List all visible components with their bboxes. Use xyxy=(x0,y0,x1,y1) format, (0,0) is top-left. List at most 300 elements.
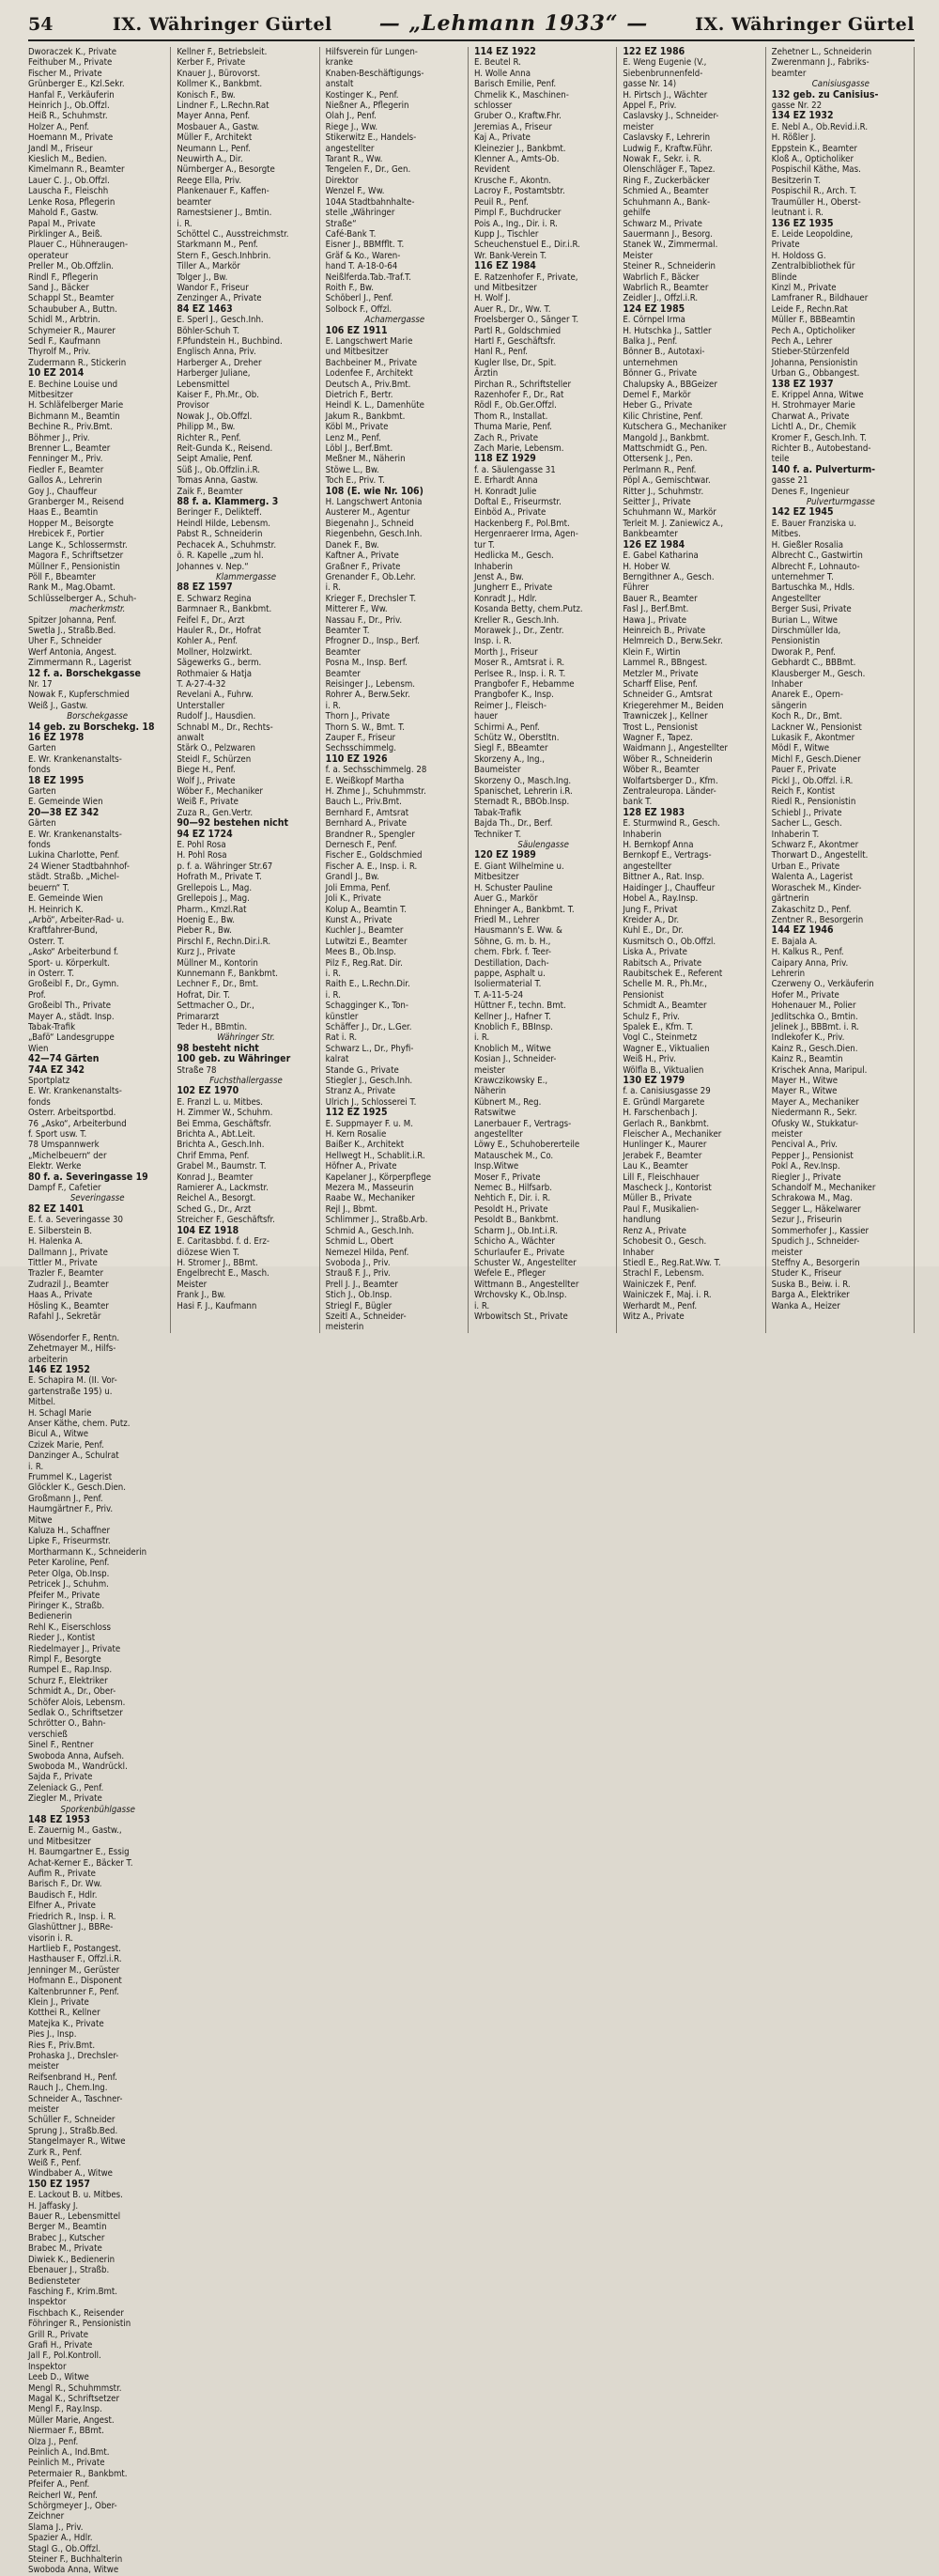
directory-entry: Bediensteter xyxy=(28,2275,81,2287)
directory-entry: Inhaber xyxy=(771,678,803,690)
directory-entry: Friedrich R., Insp. i. R. xyxy=(28,1911,116,1922)
directory-entry: Grabel M., Baumstr. T. xyxy=(177,1161,267,1172)
directory-entry: Leide F., Rechn.Rat xyxy=(771,303,848,315)
directory-entry: Ottersenk J., Pen. xyxy=(623,454,693,465)
directory-entry: Chalupsky A., BBGeizer xyxy=(623,379,717,390)
directory-entry: Ärztin xyxy=(473,368,499,380)
directory-entry: Fiedler F., Beamter xyxy=(28,464,104,475)
directory-entry: Wagner F., Tapez. xyxy=(623,733,693,743)
directory-entry: Strachl F., Lebensm. xyxy=(623,1268,704,1280)
directory-entry: meister xyxy=(28,2061,59,2072)
directory-entry: H. Schuster Pauline xyxy=(473,882,553,893)
directory-entry: Primararzt xyxy=(177,1011,220,1022)
directory-column-3 xyxy=(326,47,469,1333)
directory-entry: Rimpl F., Besorgte xyxy=(28,1653,101,1665)
directory-entry: unternehmen xyxy=(623,357,678,368)
directory-entry: unternehmer T. xyxy=(771,571,834,582)
directory-entry: p. f. a. Währinger Str.67 xyxy=(177,861,273,872)
directory-entry: Heiß R., Schuhmstr. xyxy=(28,111,108,122)
directory-entry: Haas E., Beamtin xyxy=(28,507,99,519)
directory-entry: E. Wr. Krankenanstalts- xyxy=(28,829,122,840)
directory-entry: Sand J., Bäcker xyxy=(28,282,89,293)
directory-entry: Hellwegt H., Schablit.i.R. xyxy=(325,1150,425,1161)
directory-entry: Lammel R., BBngest. xyxy=(623,658,708,669)
directory-entry: H. Halenka A. xyxy=(28,1236,84,1248)
directory-entry: 136 EZ 1935 xyxy=(771,217,834,229)
directory-entry: Chmelik K., Maschinen- xyxy=(473,89,569,101)
directory-entry: E. Caritasbbd. f. d. Erz- xyxy=(177,1236,270,1248)
directory-entry: Rafahl J., Sekretär xyxy=(28,1311,101,1322)
directory-entry: Hunlinger K., Maurer xyxy=(623,1140,707,1151)
directory-entry: Wabrlich F., Bäcker xyxy=(623,272,700,283)
directory-entry: E. Wr. Krankenanstalts- xyxy=(28,753,122,765)
directory-entry: Jandl M., Friseur xyxy=(28,143,93,154)
directory-entry: angestellter xyxy=(325,143,375,154)
directory-entry: gärtnerin xyxy=(771,893,809,905)
directory-entry: Achamergasse xyxy=(364,315,425,326)
directory-entry: Müllner F., Pensionistin xyxy=(28,561,120,572)
directory-entry: Albrecht C., Gastwirtin xyxy=(771,551,863,562)
directory-entry: Kollmer K., Bankbmt. xyxy=(177,79,263,90)
directory-entry: Kuhl E., Dr., Dr. xyxy=(623,925,684,937)
directory-entry: Schmied A., Beamter xyxy=(623,186,709,197)
directory-entry: arbeiterin xyxy=(28,1354,69,1365)
directory-entry: Siegl F., BBeamter xyxy=(473,743,548,754)
directory-entry: Pensionist xyxy=(623,989,664,1001)
directory-entry: 118 EZ 1929 xyxy=(473,453,536,465)
directory-entry: Mortharmann K., Schneiderin xyxy=(28,1546,147,1558)
directory-entry: tur T. xyxy=(473,539,495,551)
directory-entry: Baumeister xyxy=(473,765,521,776)
directory-entry: F.Pfundstein H., Buchbind. xyxy=(177,335,283,347)
directory-entry: Bedienerin xyxy=(28,1611,72,1622)
directory-entry: gehilfe xyxy=(623,208,651,219)
directory-entry: 88 f. a. Klammerg. 3 xyxy=(177,496,279,508)
directory-entry: Bauer R., Lebensmittel xyxy=(28,2211,121,2223)
directory-entry: Osterr. Arbeitsportbd. xyxy=(28,1108,116,1119)
directory-entry: Pencival A., Priv. xyxy=(771,1140,839,1151)
directory-entry: stelle „Währinger xyxy=(325,208,395,219)
directory-entry: Pharm., Kmzl.Rat xyxy=(177,904,247,915)
directory-entry: Fischbach K., Reisender xyxy=(28,2307,124,2319)
directory-entry: Stern F., Gesch.Inhbrin. xyxy=(177,250,271,261)
directory-entry: Pöpl A., Gemischtwar. xyxy=(623,475,711,487)
directory-entry: 114 EZ 1922 xyxy=(473,46,536,57)
directory-entry: Nassau F., Dr., Priv. xyxy=(325,614,403,626)
directory-entry: Schrötter O., Bahn- xyxy=(28,1718,106,1730)
directory-entry: Grill R., Private xyxy=(28,2329,89,2340)
directory-entry: Kerber F., Private xyxy=(177,57,246,69)
directory-entry: Severingasse xyxy=(69,1193,125,1204)
directory-entry: Metzler M., Private xyxy=(623,668,699,679)
directory-entry: Zakaschitz D., Penf. xyxy=(771,904,852,915)
directory-entry: Dworaczek K., Private xyxy=(28,47,117,57)
directory-entry: Zehetmayer M., Hilfs- xyxy=(28,1343,116,1355)
directory-entry: Zenzinger A., Private xyxy=(177,293,262,304)
directory-entry: Achat-Kerner E., Bäcker T. xyxy=(28,1857,133,1869)
directory-entry: Zentraleuropa. Länder- xyxy=(623,786,716,798)
directory-entry: 88 EZ 1597 xyxy=(177,582,233,594)
directory-entry: Werf Antonia, Angest. xyxy=(28,646,117,658)
directory-entry: Lauscha F., Fleischh xyxy=(28,186,109,197)
directory-entry: Schelle M. R., Ph.Mr., xyxy=(623,979,708,990)
directory-entry: Hofmann E., Disponent xyxy=(28,1976,122,1987)
directory-entry: Raabe W., Mechaniker xyxy=(325,1193,415,1204)
directory-entry: Kotthei R., Kellner xyxy=(28,2008,100,2019)
directory-entry: Schurlaufer E., Private xyxy=(473,1247,565,1258)
directory-entry: Schuhmann A., Bank- xyxy=(623,196,711,208)
directory-entry: Scharm J., Ob.Int.i.R. xyxy=(473,1225,558,1236)
directory-entry: Ehninger A., Bankbmt. T. xyxy=(473,904,575,915)
directory-entry: H. Hutschka J., Sattler xyxy=(623,325,712,336)
directory-column-5 xyxy=(623,47,765,1333)
directory-entry: Kainz R., Beamtin xyxy=(771,1054,843,1065)
directory-entry: Indlekofer K., Priv. xyxy=(771,1032,845,1044)
directory-entry: Nr. 17 xyxy=(28,678,53,690)
directory-entry: Stanek W., Zimmermal. xyxy=(623,240,718,251)
directory-entry: Ramestsiener J., Bmtin. xyxy=(177,208,272,219)
directory-entry: 126 EZ 1984 xyxy=(623,538,685,551)
directory-entry: Tabak-Trafik xyxy=(28,1021,76,1032)
directory-entry: Sedlak O., Schriftsetzer xyxy=(28,1707,123,1718)
directory-entry: Zeleniack G., Penf. xyxy=(28,1782,104,1793)
directory-entry: Zach Marie, Lebensm. xyxy=(473,443,564,455)
directory-entry: kalrat xyxy=(325,1054,349,1065)
directory-entry: Beamter T. xyxy=(325,625,370,636)
directory-entry: Ratswitwe xyxy=(473,1108,516,1119)
directory-entry: Olza J., Penf. xyxy=(28,2436,79,2447)
directory-entry: Brenner L., Beamter xyxy=(28,443,111,455)
directory-entry: Mitbesitzer xyxy=(473,872,519,883)
directory-entry: Mitterer F., Ww. xyxy=(325,604,388,615)
directory-entry: Wandor F., Friseur xyxy=(177,282,249,293)
directory-entry: Zeichner xyxy=(28,2511,65,2522)
directory-entry: H. Rößler J. xyxy=(771,132,817,144)
directory-entry: Wöber R., Beamter xyxy=(623,765,700,776)
directory-entry: Sauermann J., Besorg. xyxy=(623,228,714,240)
directory-entry: Konrad J., Beamter xyxy=(177,1172,254,1183)
directory-entry: Mees B., Ob.Insp. xyxy=(325,947,396,958)
directory-entry: 132 geb. zu Canisius- xyxy=(771,88,879,101)
directory-entry: Stich J., Ob.Insp. xyxy=(325,1290,393,1301)
directory-entry: Riedl R., Pensionistin xyxy=(771,797,856,808)
directory-entry: Beamter xyxy=(325,668,361,679)
directory-entry: diözese Wien T. xyxy=(177,1247,239,1258)
directory-column-2 xyxy=(177,47,319,1333)
directory-entry: E. Bauer Franziska u. xyxy=(771,518,856,529)
directory-entry: Spalek E., Kfm. T. xyxy=(623,1021,694,1032)
directory-entry: Mosbauer A., Gastw. xyxy=(177,121,260,132)
directory-entry: Pesoldt B., Bankbmt. xyxy=(473,1215,559,1226)
directory-entry: E. Silberstein B. xyxy=(28,1225,93,1236)
directory-entry: Schiebl J., Private xyxy=(771,807,842,818)
directory-entry: Seipt Amalie, Penf. xyxy=(177,454,254,465)
directory-entry: Siebenbrunnenfeld- xyxy=(623,68,703,79)
directory-entry: Steidl F., Schürzen xyxy=(177,753,252,765)
directory-entry: Wagner E., Viktualien xyxy=(623,1043,710,1054)
directory-entry: E. Lackout B. u. Mitbes. xyxy=(28,2190,123,2201)
directory-entry: Seitter J., Private xyxy=(623,497,691,508)
directory-entry: Inhaber xyxy=(623,1247,654,1258)
directory-entry: städt. Straßb. „Michel- xyxy=(28,872,119,883)
directory-entry: Swoboda M., Wandrückl. xyxy=(28,1761,128,1772)
directory-entry: Sportplatz xyxy=(28,1076,70,1086)
directory-entry: Knoblich F., BBInsp. xyxy=(473,1021,553,1032)
directory-entry: Ries F., Priv.Bmt. xyxy=(28,2040,96,2051)
directory-entry: Destillation, Dach- xyxy=(473,957,549,969)
directory-entry: Kleinezier J., Bankbmt. xyxy=(473,143,566,154)
directory-entry: Pauer F., Private xyxy=(771,765,837,776)
directory-entry: Reichel A., Besorgt. xyxy=(177,1193,256,1204)
directory-entry: Terleit M. J. Zaniewicz A., xyxy=(623,518,724,529)
directory-entry: Peinlich M., Private xyxy=(28,2458,105,2469)
directory-entry: beuern“ T. xyxy=(28,882,69,893)
directory-entry: Kreller R., Gesch.Inh. xyxy=(473,614,560,626)
directory-entry: Bichmann M., Beamtin xyxy=(28,411,120,422)
directory-entry: Scheuchenstuel E., Dir.i.R. xyxy=(473,240,580,251)
directory-entry: Pöll F., Bbeamter xyxy=(28,571,96,582)
directory-entry: 12 f. a. Borschekgasse xyxy=(28,667,141,679)
directory-entry: Beamter xyxy=(325,646,361,658)
directory-entry: Kurz J., Private xyxy=(177,947,236,958)
directory-entry: Währinger Str. xyxy=(217,1032,275,1044)
directory-entry: Leeb D., Witwe xyxy=(28,2372,89,2383)
directory-entry: Knaben-Beschäftigungs- xyxy=(325,68,424,79)
directory-entry: Sternadt R., BBOb.Insp. xyxy=(473,797,570,808)
directory-entry: 102 EZ 1970 xyxy=(177,1085,239,1097)
directory-entry: gasse 21 xyxy=(771,475,808,487)
directory-entry: Rödl F., Ob.Ger.Offzl. xyxy=(473,400,557,411)
directory-entry: Kimelmann R., Beamter xyxy=(28,164,125,176)
directory-entry: Bernkopf E., Vertrags- xyxy=(623,850,712,861)
directory-entry: E. Bechine Louise und xyxy=(28,379,118,390)
directory-entry: 116 EZ 1984 xyxy=(473,260,536,272)
directory-entry: Schicho A., Wächter xyxy=(473,1236,555,1248)
directory-entry: Hanfal F., Verkäuferin xyxy=(28,89,115,101)
directory-entry: Windbaber A., Witwe xyxy=(28,2168,113,2180)
directory-entry: i. R. xyxy=(28,1461,44,1472)
directory-entry: Pensionistin xyxy=(771,636,821,647)
directory-entry: Perlmann R., Penf. xyxy=(623,464,697,475)
directory-entry: Schmidt A., Beamter xyxy=(623,1001,707,1012)
directory-entry: Rindl F., Pflegerin xyxy=(28,272,99,283)
directory-entry: Urban E., Private xyxy=(771,861,840,872)
directory-entry: Froelsberger O., Sänger T. xyxy=(473,315,579,326)
directory-entry: Walenta A., Lagerist xyxy=(771,872,854,883)
directory-entry: Weiß J., Gastw. xyxy=(28,700,88,711)
directory-entry: Tittler M., Private xyxy=(28,1257,98,1268)
directory-entry: H. Stromer J., BBmt. xyxy=(177,1257,258,1268)
directory-entry: Pech A., Opticholiker xyxy=(771,325,855,336)
directory-entry: H. Kern Rosalie xyxy=(325,1129,387,1141)
directory-entry: Svoboda J., Priv. xyxy=(325,1257,391,1268)
directory-entry: Tolger J., Bw. xyxy=(177,272,228,283)
directory-entry: Raith E., L.Rechn.Dir. xyxy=(325,979,410,990)
directory-entry: Pospischil R., Arch. T. xyxy=(771,186,857,197)
directory-entry: leutnant i. R. xyxy=(771,208,824,219)
directory-entry: Gräf & Ko., Waren- xyxy=(325,250,401,261)
directory-entry: Sched G., Dr., Arzt xyxy=(177,1203,252,1215)
directory-entry: visorin i. R. xyxy=(28,1932,73,1944)
directory-columns xyxy=(28,46,915,2576)
directory-entry: fonds xyxy=(28,1096,51,1108)
directory-entry: Großeibl F., Dr., Gymn. xyxy=(28,979,119,990)
directory-entry: Ritter J., Schuhmstr. xyxy=(623,486,704,497)
directory-entry: Inhaberin xyxy=(623,829,662,840)
directory-entry: Frank J., Bw. xyxy=(177,1290,226,1301)
directory-entry: Rumpel E., Rap.Insp. xyxy=(28,1665,113,1676)
directory-entry: Goy J., Chauffeur xyxy=(28,486,98,497)
directory-entry: Zehetner L., Schneiderin xyxy=(771,47,872,57)
directory-entry: E. Gründl Margarete xyxy=(623,1096,705,1108)
directory-entry: Klein F., Wirtin xyxy=(623,646,681,658)
directory-entry: 82 EZ 1401 xyxy=(28,1203,85,1215)
directory-entry: Dampf F., Cafetier xyxy=(28,1183,101,1194)
directory-entry: Einböd A., Private xyxy=(473,507,546,519)
directory-entry: Sport- u. Körperkult. xyxy=(28,957,111,969)
directory-entry: Lamfraner R., Bildhauer xyxy=(771,293,869,304)
directory-entry: Pech A., Lehrer xyxy=(771,335,833,347)
directory-entry: Fasl J., Berf.Bmt. xyxy=(623,604,689,615)
directory-entry: Pulverturmgasse xyxy=(806,497,875,508)
directory-entry: Demel F., Markör xyxy=(623,390,691,400)
directory-entry: Gärten xyxy=(28,818,56,830)
directory-entry: Pies J., Insp. xyxy=(28,2029,77,2041)
directory-entry: Matauschek M., Co. xyxy=(473,1150,554,1161)
directory-entry: Reich F., Kontist xyxy=(771,786,836,798)
directory-entry: Petricek J., Schuhm. xyxy=(28,1579,109,1591)
directory-entry: 130 EZ 1979 xyxy=(623,1075,685,1086)
directory-entry: Osterr. T. xyxy=(28,936,65,947)
directory-entry: Holzer A., Penf. xyxy=(28,121,89,132)
directory-entry: 110 EZ 1926 xyxy=(325,753,388,765)
directory-entry: Schagginger K., Ton- xyxy=(325,1001,408,1012)
directory-entry: Tiller A., Markör xyxy=(177,261,240,272)
directory-entry: Meßner M., Näherin xyxy=(325,454,406,465)
directory-entry: Fischer E., Goldschmied xyxy=(325,850,423,861)
directory-entry: Swetla J., Straßb.Bed. xyxy=(28,625,116,636)
directory-entry: Krawczikowsky E., xyxy=(473,1076,548,1086)
directory-entry: Garten xyxy=(28,743,56,754)
directory-entry: Lebensmittel xyxy=(177,379,230,390)
directory-entry: Deutsch A., Priv.Bmt. xyxy=(325,379,411,390)
directory-entry: Inhaberin T. xyxy=(771,829,820,840)
directory-entry: Solbock F., Offzl. xyxy=(325,303,393,315)
directory-entry: Caslavsky J., Schneider- xyxy=(623,111,719,122)
directory-entry: Lange K., Schlossermstr. xyxy=(28,539,128,551)
directory-entry: Inspektor xyxy=(28,2297,67,2308)
directory-entry: Fenninger M., Priv. xyxy=(28,454,103,465)
directory-entry: 128 EZ 1983 xyxy=(623,806,685,818)
directory-entry: Spitzer Johanna, Penf. xyxy=(28,614,116,626)
directory-entry: Kaluza H., Schaffner xyxy=(28,1526,111,1537)
directory-entry: Jenninger M., Gerüster xyxy=(28,1964,120,1976)
directory-entry: und Mitbesitzer xyxy=(28,1836,91,1847)
directory-entry: Bernhard F., Amtsrat xyxy=(325,807,409,818)
directory-entry: Mitwe xyxy=(28,1514,53,1526)
page-header xyxy=(28,11,915,41)
directory-entry: Lill F., Fleischhauer xyxy=(623,1172,700,1183)
directory-entry: Ziegler M., Private xyxy=(28,1793,102,1805)
directory-entry: Neumann L., Penf. xyxy=(177,143,251,154)
directory-entry: H. Kalkus R., Penf. xyxy=(771,947,844,958)
directory-entry: Grafi H., Private xyxy=(28,2339,93,2351)
directory-entry: Auer R., Dr., Ww. T. xyxy=(473,303,551,315)
directory-entry: Sedl F., Kaufmann xyxy=(28,335,100,347)
directory-entry: 140 f. a. Pulverturm- xyxy=(771,463,876,475)
directory-entry: Pirschl F., Rechn.Dir.i.R. xyxy=(177,936,271,947)
directory-entry: Krieger F., Drechsler T. xyxy=(325,593,417,604)
directory-entry: Dirschmüller Ida, xyxy=(771,625,841,636)
directory-entry: Kosanda Betty, chem.Putz. xyxy=(473,604,583,615)
directory-entry: Joli Emma, Penf. xyxy=(325,882,391,893)
directory-entry: H. Zimmer W., Schuhm. xyxy=(177,1108,273,1119)
directory-entry: operateur xyxy=(28,250,69,261)
directory-entry: 20—38 EZ 342 xyxy=(28,806,100,818)
directory-entry: Hofer M., Private xyxy=(771,989,839,1001)
directory-entry: Heinrich J., Ob.Offzl. xyxy=(28,101,110,112)
directory-entry: Kaftner A., Private xyxy=(325,551,399,562)
directory-entry: Schüller F., Schneider xyxy=(28,2115,115,2126)
directory-entry: Scharff Elise, Penf. xyxy=(623,678,698,690)
directory-entry: E. Gemeinde Wien xyxy=(28,797,103,808)
directory-entry: beamter xyxy=(771,68,807,79)
directory-entry: Nowak J., Ob.Offzl. xyxy=(177,411,253,422)
directory-entry: Stöwe L., Bw. xyxy=(325,464,379,475)
directory-entry: Reicherl W., Penf. xyxy=(28,2490,98,2501)
directory-entry: Kriegerehmer M., Beiden xyxy=(623,700,724,711)
directory-entry: Konisch F., Bw. xyxy=(177,89,236,101)
directory-entry: Hackenberg F., Pol.Bmt. xyxy=(473,518,570,529)
directory-entry: Prangbofer F., Hebamme xyxy=(473,678,575,690)
directory-entry: Auer G., Markör xyxy=(473,893,538,905)
directory-entry: Brandner R., Spengler xyxy=(325,829,415,840)
directory-entry: Grenander F., Ob.Lehr. xyxy=(325,571,416,582)
directory-entry: Schandolf M., Mechaniker xyxy=(771,1183,876,1194)
directory-entry: Harberger Juliane, xyxy=(177,368,251,380)
directory-entry: Kellner J., Hafner T. xyxy=(473,1011,551,1022)
directory-entry: Denes F., Ingenieur xyxy=(771,486,850,497)
directory-entry: Bittner A., Rat. Insp. xyxy=(623,872,705,883)
directory-entry: Näherin xyxy=(473,1086,506,1097)
directory-entry: meister xyxy=(473,1064,505,1076)
directory-entry: Söhne, G. m. b. H., xyxy=(473,936,551,947)
directory-entry: Fischer M., Private xyxy=(28,68,102,79)
directory-entry: H. Wolle Anna xyxy=(473,68,531,79)
directory-entry: Mayer A., städt. Insp. xyxy=(28,1011,115,1022)
directory-entry: Trost L., Pensionist xyxy=(623,722,699,733)
directory-entry: Mangold J., Bankbmt. xyxy=(623,432,710,443)
directory-entry: Mitbesitzer xyxy=(28,390,73,400)
directory-entry: angestellter xyxy=(473,1129,523,1141)
directory-entry: Dworak P., Penf. xyxy=(771,646,836,658)
directory-entry: angestellter xyxy=(623,861,672,872)
directory-entry: Wöber F., Mechaniker xyxy=(177,786,263,798)
directory-entry: Morawek J., Dr., Zentr. xyxy=(473,625,564,636)
directory-entry: Lichtl A., Dr., Chemik xyxy=(771,422,856,433)
directory-entry: Wrchovsky K., Ob.Insp. xyxy=(473,1290,567,1301)
directory-entry: Schurz F., Elektriker xyxy=(28,1675,108,1686)
directory-entry: Tarant R., Ww. xyxy=(325,154,383,165)
directory-entry: Pospischil Käthe, Mas. xyxy=(771,164,861,176)
directory-entry: Magora F., Schriftsetzer xyxy=(28,551,124,562)
directory-entry: Heber G., Private xyxy=(623,400,693,411)
directory-entry: Mayer H., Witwe xyxy=(771,1076,839,1086)
directory-entry: E. Zauernig M., Gastw., xyxy=(28,1825,122,1837)
directory-entry: Hauler R., Dr., Hofrat xyxy=(177,625,262,636)
directory-entry: Schöfer Alois, Lebensm. xyxy=(28,1697,126,1708)
directory-entry: Nürnberger A., Besorgte xyxy=(177,164,275,176)
